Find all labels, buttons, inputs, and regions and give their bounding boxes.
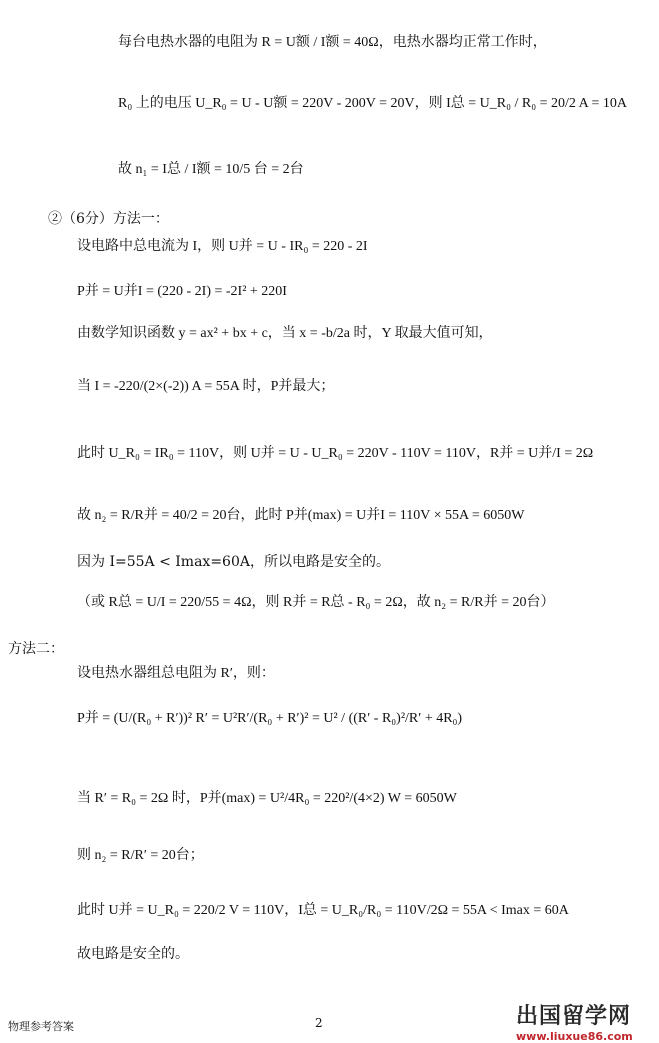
text-line-10: 故 n₂ = R/R并 = 40/2 = 20台，此时 P并(max) = U并I = 110V × 55A = 6050W — [77, 508, 525, 523]
watermark-logo — [516, 999, 656, 1043]
text-line-18: 此时 U并 = U_R₀ = 220/2 V = 110V，I总 = U_R₀/R₀ = 110V/2Ω = 55A < Imax = 60A — [77, 903, 569, 918]
text-line-2: R₀ 上的电压 U_R₀ = U - U额 = 220V - 200V = 20V，则 I总 = U_R₀ / R₀ = 20/2 A = 10A — [118, 96, 627, 111]
text-line-3: 故 n₁ = I总 / I额 = 10/5 台 = 2台 — [118, 162, 304, 177]
watermark-url: www.liuxue86.com — [516, 1030, 633, 1043]
text-line-19: 故电路是安全的。 — [77, 946, 189, 962]
text-line-9: 此时 U_R₀ = IR₀ = 110V，则 U并 = U - U_R₀ = 220V - 110V = 110V，R并 = U并/I = 2Ω — [77, 446, 594, 461]
section-heading-method-2: 方法二： — [8, 641, 64, 657]
text-line-6: P并 = U并I = (220 - 2I) = -2I² + 220I — [77, 284, 287, 299]
text-line-5: 设电路中总电流为 I，则 U并 = U - IR₀ = 220 - 2I — [77, 239, 368, 254]
footer-label: 物理参考答案 — [8, 1020, 74, 1033]
text-line-8: 当 I = -220/(2×(-2)) A = 55A 时，P并最大； — [77, 379, 335, 394]
watermark-title: 出国留学网 — [516, 1004, 632, 1029]
text-line-7: 由数学知识函数 y = ax² + bx + c，当 x = -b/2a 时，Y 取最大值可知， — [77, 326, 493, 341]
text-line-17: 则 n₂ = R/R′ = 20台； — [77, 848, 204, 863]
text-line-11: 因为 I=55A < Imax=60A，所以电路是安全的。 — [77, 554, 390, 570]
section-heading-method-1: ②（6分）方法一： — [48, 211, 169, 227]
text-line-15: P并 = (U/(R₀ + R′))² R′ = U²R′/(R₀ + R′)² = U² / ((R′ - R₀)²/R′ + 4R₀) — [77, 711, 463, 726]
text-line-12: （或 R总 = U/I = 220/55 = 4Ω，则 R并 = R总 - R₀ = 2Ω，故 n₂ = R/R并 = 20台） — [77, 595, 555, 610]
text-line-14: 设电热水器组总电阻为 R′，则： — [77, 666, 275, 681]
text-line-1: 每台电热水器的电阻为 R = U额 / I额 = 40Ω，电热水器均正常工作时， — [118, 35, 547, 50]
text-line-16: 当 R′ = R₀ = 2Ω 时，P并(max) = U²/4R₀ = 220²/(4×2) W = 6050W — [77, 791, 457, 806]
page-number: 2 — [315, 1016, 323, 1030]
